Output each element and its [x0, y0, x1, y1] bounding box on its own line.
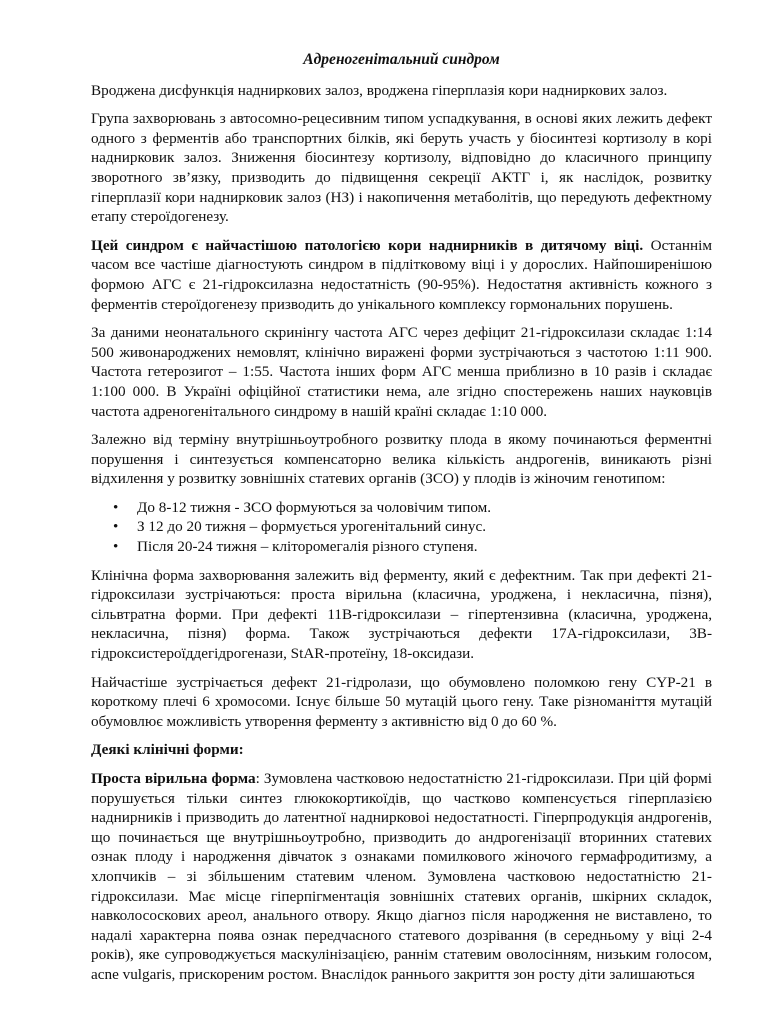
list-item-text: Після 20-24 тижня – кліторомегалія різного ступеня.: [137, 538, 478, 556]
list-item: [113, 517, 712, 537]
document-title: Адреногенітальний синдром: [303, 51, 500, 68]
virile-form-paragraph: [91, 769, 712, 985]
clinical-forms-heading: Деякі клінічні форми:: [91, 741, 244, 759]
stages-list: [91, 498, 712, 557]
bullet-icon: •: [113, 538, 119, 556]
virile-form-text: : Зумовлена частковою недостатністю 21-гідроксилази. При цій формі порушується тільки синтез глюкокортикоїдів, що частково компенсується гіперплазією наднирників і призводить до латентної наднирковоі недостатності. Гіперпродукція андрогенів, що починається ще внутрішньоутробно, призводить до андрогенізації вторинних статевих ознак плоду і народження дівчаток з ознаками помилкового жіночого гермафродитизму, а хлопчиків – зі збільшеним статевим членом. Зумовлена частковою недостатністю 21-гідроксилази. Має місце гіперпігментація зовнішніх статевих органів, шкірних складок, навколососкових ареол, анального отвору. Якщо діагноз після народження не виставлено, то надалі характерна поява ознак передчасного статевого дозрівання (в середньому у віці 2-4 років), яке супроводжується маскулінізацією, раннім статевим оволосінням, низьким голосом, acne vulgaris, прискореним ростом. Внаслідок раннього закриття зон росту діти залишаються: [91, 770, 712, 983]
prenatal-paragraph: Залежно від терміну внутрішньоутробного розвитку плода в якому починаються ферментні порушення і синтезується компенсаторно велика кількість андрогенів, виникають різні відхилення у розвитку зовнішніх статевих органів (ЗСО) у плодів із жіночим генотипом:: [91, 431, 712, 488]
prevalence-bold-lead: Цей синдром є найчастішою патологією кори наднирників в дитячому віці.: [91, 236, 644, 254]
bullet-icon: •: [113, 498, 119, 516]
prevalence-text: Останнім часом все частіше діагностують синдром в підлітковому віці і у дорослих. Найпоширенішою формою АГС є 21-гідроксилазна недостатність (90-95%). Недостатня активність кожного з ферментів стероїдогенезу призводить до унікального комплексу гормональних порушень.: [91, 236, 713, 313]
list-item: [113, 498, 712, 518]
prevalence-paragraph: [91, 236, 712, 314]
frequency-paragraph: За даними неонатального скринінгу частота АГС через дефіцит 21-гідроксилази складає 1:14 500 живонароджених немовлят, клінічно виражені форми зустрічаються з частотою 1:11 900. Частота гетерозигот – 1:55. Частота інших форм АГС менша приблизно в 10 разів і складає 1:100 000. В Україні офіційної статистики нема, але згідно спостережень наших науковців частота адреногенітального синдрому в нашій країні складає 1:10 000.: [91, 324, 712, 420]
bullet-icon: •: [113, 518, 119, 536]
intro-paragraph: Вроджена дисфункція надниркових залоз, вроджена гіперплазія кори надниркових залоз.: [91, 81, 668, 99]
list-item-text: До 8-12 тижня - ЗСО формуються за чоловічим типом.: [137, 498, 492, 516]
mutation-paragraph: Найчастіше зустрічається дефект 21-гідролази, що обумовлено поломкою гену CYP-21 в короткому плечі 6 хромосоми. Існує більше 50 мутацій цього гену. Таке різноманіття мутацій обумовлює можливість утворення ферменту з активністю від 0 до 60 %.: [91, 673, 712, 730]
list-item-text: З 12 до 20 тижня – формується урогенітальний синус.: [137, 518, 487, 536]
list-item: [113, 537, 712, 557]
genetics-paragraph: Група захворювань з автосомно-рецесивним типом успадкування, в основі яких лежить дефект одного з ферментів або транспортних білків, які беруть участь у біосинтезі кортизолу в корі наднирковик залоз. Зниження біосинтезу кортизолу, відповідно до класичного принципу зворотного зв’язку, призводить до підвищення секреції АКТГ і, як наслідок, розвитку гіперплазії кори наднирковик залоз (НЗ) і накопичення метаболітів, що передують дефектному етапу стероїдогенезу.: [91, 110, 712, 226]
virile-form-term: Проста вірильна форма: [91, 770, 256, 787]
clinical-forms-paragraph: Клінічна форма захворювання залежить від ферменту, який є дефектним. Так при дефекті 21-гідроксилази зустрічаються: проста вірильна (класична, уроджена, і некласична, пізня), сільвтратна форми. При дефекті 11В-гідроксилази – гіпертензивна (класична, уроджена, некласична, пізня) форма. Також зустрічаються дефекти 17А-гідроксилази, 3В-гідроксистероїддегідрогенази, StAR-протеїну, 18-оксидази.: [91, 566, 712, 663]
